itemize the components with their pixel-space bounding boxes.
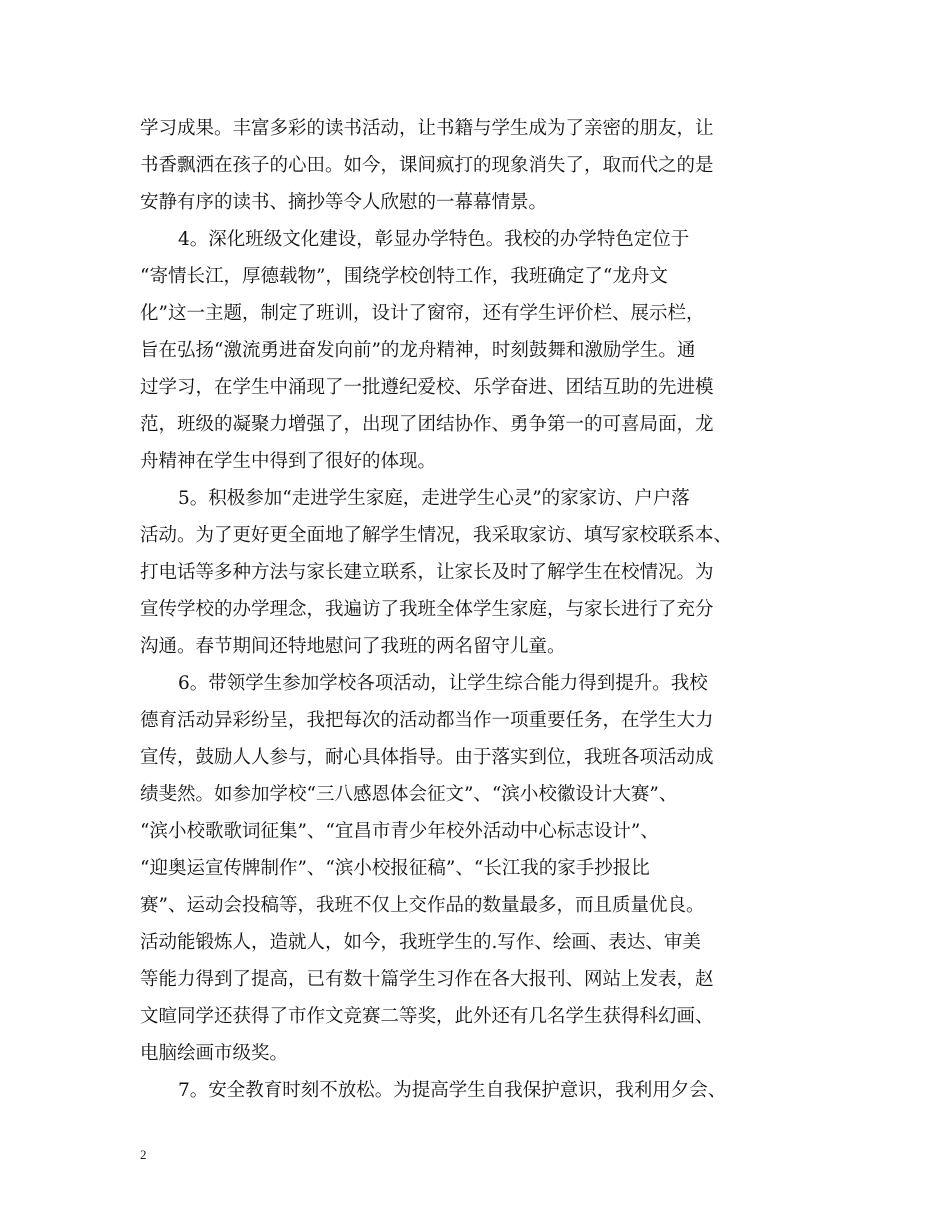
paragraph-4-start: 4。深化班级文化建设，彰显办学特色。我校的办学特色定位于	[178, 229, 690, 250]
text-line: 沟通。春节期间还特地慰问了我班的两名留守儿童。	[140, 636, 566, 657]
text-line: 活动能锻炼人，造就人，如今，我班学生的.写作、绘画、表达、审美	[140, 932, 701, 953]
paragraph-6-start: 6。带领学生参加学校各项活动，让学生综合能力得到提升。我校	[178, 673, 708, 694]
text-line: “寄情长江，厚德载物”，围绕学校创特工作，我班确定了“龙舟文	[140, 266, 668, 287]
paragraph-5-start: 5。积极参加“走进学生家庭，走进学生心灵”的家家访、户户落	[178, 488, 690, 509]
text-line: 德育活动异彩纷呈，我把每次的活动都当作一项重要任务，在学生大力	[140, 710, 714, 731]
text-line: 安静有序的读书、摘抄等令人欣慰的一幕幕情景。	[140, 192, 548, 213]
text-line: 宣传学校的办学理念，我遍访了我班全体学生家庭，与家长进行了充分	[140, 599, 714, 620]
text-line: 书香飘洒在孩子的心田。如今，课间疯打的现象消失了，取而代之的是	[140, 155, 714, 176]
text-line: 旨在弘扬“激流勇进奋发向前”的龙舟精神，时刻鼓舞和激励学生。通	[140, 340, 696, 361]
text-line: 电脑绘画市级奖。	[140, 1043, 289, 1064]
text-line: 学习成果。丰富多彩的读书活动，让书籍与学生成为了亲密的朋友，让	[140, 118, 714, 139]
text-line: 赛”、运动会投稿等，我班不仅上交作品的数量最多，而且质量优良。	[140, 895, 705, 916]
paragraph-7-start: 7。安全教育时刻不放松。为提高学生自我保护意识，我利用夕会、	[178, 1080, 727, 1101]
text-line: 文暄同学还获得了市作文竞赛二等奖，此外还有几名学生获得科幻画、	[140, 1006, 714, 1027]
text-line: 等能力得到了提高，已有数十篇学生习作在各大报刊、网站上发表，赵	[140, 969, 714, 990]
page-number: 2	[140, 1147, 147, 1162]
text-line: 舟精神在学生中得到了很好的体现。	[140, 451, 437, 472]
text-line: 打电话等多种方法与家长建立联系，让家长及时了解学生在校情况。为	[140, 562, 714, 583]
text-line: “迎奥运宣传牌制作”、“滨小校报征稿”、“长江我的家手抄报比	[140, 858, 650, 879]
page-body	[140, 110, 830, 1109]
text-line: 绩斐然。如参加学校“三八感恩体会征文”、“滨小校徽设计大赛”、	[140, 784, 678, 805]
text-line: 化”这一主题，制定了班训，设计了窗帘，还有学生评价栏、展示栏，	[140, 303, 705, 324]
text-line: 范，班级的凝聚力增强了，出现了团结协作、勇争第一的可喜局面，龙	[140, 414, 714, 435]
text-line: 活动。为了更好更全面地了解学生情况，我采取家访、填写家校联系本、	[140, 525, 733, 546]
text-line: 宣传，鼓励人人参与，耐心具体指导。由于落实到位，我班各项活动成	[140, 747, 714, 768]
text-line: “滨小校歌歌词征集”、“宜昌市青少年校外活动中心标志设计”、	[140, 821, 659, 842]
text-line: 过学习，在学生中涌现了一批遵纪爱校、乐学奋进、团结互助的先进模	[140, 377, 714, 398]
